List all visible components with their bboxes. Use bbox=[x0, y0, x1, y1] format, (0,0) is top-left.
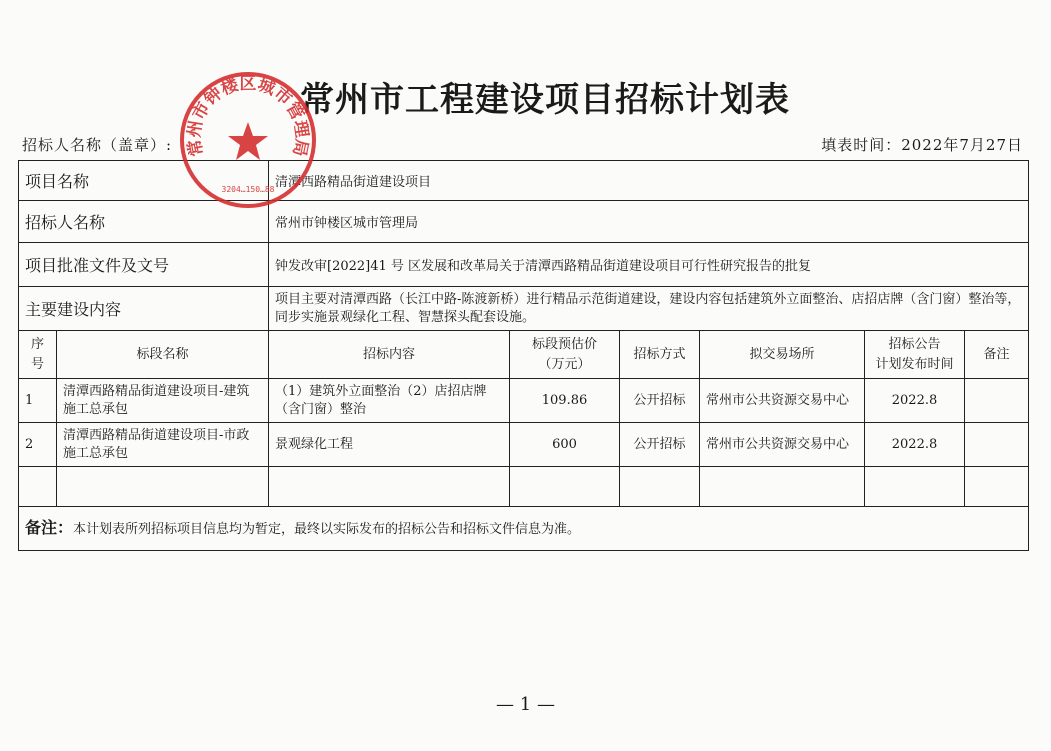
approval-label: 项目批准文件及文号 bbox=[19, 243, 269, 287]
remark-cell bbox=[19, 507, 1029, 551]
row-announce: 2022.8 bbox=[865, 379, 965, 423]
empty-cell bbox=[57, 467, 269, 507]
tenderer-name-row bbox=[19, 201, 1029, 243]
header-announce: 招标公告 计划发布时间 bbox=[865, 331, 965, 379]
row-venue: 常州市公共资源交易中心 bbox=[700, 379, 865, 423]
approval-value: 钟发改审[2022]41 号 区发展和改革局关于清潭西路精品街道建设项目可行性研究报告的批复 bbox=[269, 243, 1029, 287]
empty-cell bbox=[965, 467, 1029, 507]
row-note bbox=[965, 379, 1029, 423]
fill-date: 填表时间：2022年7月27日 bbox=[821, 136, 1023, 154]
header-method: 招标方式 bbox=[620, 331, 700, 379]
empty-cell bbox=[620, 467, 700, 507]
seal-text: 常州市钟楼区城市管理局 bbox=[184, 73, 312, 158]
project-name-value: 清潭西路精品街道建设项目 bbox=[269, 161, 1029, 201]
row-content: 景观绿化工程 bbox=[269, 423, 510, 467]
row-announce: 2022.8 bbox=[865, 423, 965, 467]
row-seq: 2 bbox=[19, 423, 57, 467]
header-price: 标段预估价 （万元） bbox=[510, 331, 620, 379]
row-seq: 1 bbox=[19, 379, 57, 423]
row-venue: 常州市公共资源交易中心 bbox=[700, 423, 865, 467]
seal-code: 3204…150…88 bbox=[221, 185, 275, 194]
empty-cell bbox=[19, 467, 57, 507]
page-number: — 1 — bbox=[496, 694, 555, 715]
header-seq: 序 号 bbox=[19, 331, 57, 379]
row-section: 清潭西路精品街道建设项目-市政施工总承包 bbox=[57, 423, 269, 467]
header-note: 备注 bbox=[965, 331, 1029, 379]
content-label: 主要建设内容 bbox=[19, 287, 269, 331]
row-content: （1）建筑外立面整治（2）店招店牌（含门窗）整治 bbox=[269, 379, 510, 423]
row-note bbox=[965, 423, 1029, 467]
header-venue: 拟交易场所 bbox=[700, 331, 865, 379]
empty-cell bbox=[865, 467, 965, 507]
row-section: 清潭西路精品街道建设项目-建筑施工总承包 bbox=[57, 379, 269, 423]
header-section: 标段名称 bbox=[57, 331, 269, 379]
tenderer-name-label: 招标人名称 bbox=[19, 201, 269, 243]
row-price: 109.86 bbox=[510, 379, 620, 423]
row-price: 600 bbox=[510, 423, 620, 467]
empty-row bbox=[19, 467, 1029, 507]
tender-plan-table bbox=[18, 160, 1029, 551]
tenderer-name-value: 常州市钟楼区城市管理局 bbox=[269, 201, 1029, 243]
empty-cell bbox=[269, 467, 510, 507]
empty-cell bbox=[700, 467, 865, 507]
tenderer-seal-label: 招标人名称（盖章）: bbox=[22, 136, 173, 154]
header-content: 招标内容 bbox=[269, 331, 510, 379]
remark-label: 备注： bbox=[25, 517, 74, 537]
empty-cell bbox=[510, 467, 620, 507]
remark-row bbox=[19, 507, 1029, 551]
row-method: 公开招标 bbox=[620, 379, 700, 423]
content-row bbox=[19, 287, 1029, 331]
project-name-label: 项目名称 bbox=[19, 161, 269, 201]
document-title: 常州市工程建设项目招标计划表 bbox=[300, 80, 790, 120]
table-row bbox=[19, 379, 1029, 423]
project-name-row bbox=[19, 161, 1029, 201]
approval-row bbox=[19, 243, 1029, 287]
remark-text: 本计划表所列招标项目信息均为暂定，最终以实际发布的招标公告和招标文件信息为准。 bbox=[73, 521, 581, 537]
seal-star-icon bbox=[228, 122, 268, 160]
table-row bbox=[19, 423, 1029, 467]
row-method: 公开招标 bbox=[620, 423, 700, 467]
content-value: 项目主要对清潭西路（长江中路-陈渡新桥）进行精品示范街道建设，建设内容包括建筑外立面整治、店招店牌（含门窗）整治等，同步实施景观绿化工程、智慧探头配套设施。 bbox=[269, 287, 1029, 331]
section-header-row bbox=[19, 331, 1029, 379]
